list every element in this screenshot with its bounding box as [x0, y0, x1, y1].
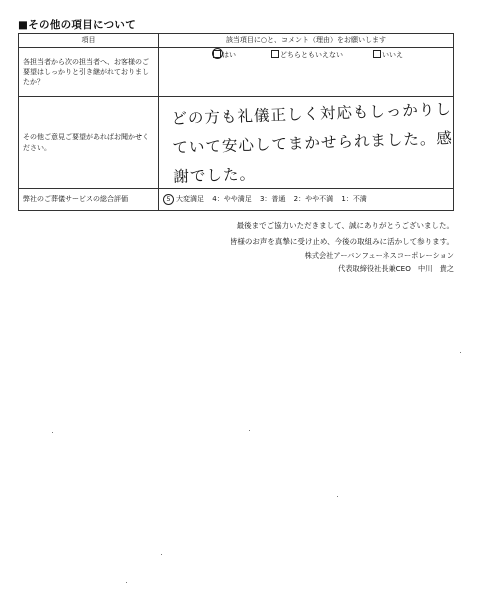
answer-overall-rating: [159, 189, 454, 211]
rating-2-label: やや不満: [305, 195, 334, 203]
rating-5-label: 大変満足: [176, 195, 204, 203]
option-no[interactable]: [373, 50, 403, 60]
question-handover: 各担当者から次の担当者へ、お客様のご要望はしっかりと引き継がれておりましたか？: [19, 48, 159, 97]
rating-1-number: 1: [341, 195, 346, 203]
scan-speck: [460, 352, 461, 353]
rating-2-number: 2: [293, 195, 299, 203]
closing-line-1: 最後までご協力いただきまして、誠にありがとうございました。: [236, 221, 454, 230]
rating-4-number: 4: [212, 195, 217, 203]
question-overall-rating: 弊社のご葬儀サービスの総合評価: [19, 189, 159, 211]
scan-speck: [337, 496, 338, 497]
handwritten-comment: どの方も礼儀正しく対応もしっかりしていて安心してまかせられました。感謝でした。: [171, 100, 454, 186]
scan-speck: [52, 432, 53, 433]
closing-message: [230, 218, 454, 250]
rating-4[interactable]: 4：やや満足: [212, 195, 252, 203]
header-item: 項目: [19, 34, 159, 48]
table-row: [19, 48, 454, 97]
table-header-row: [19, 34, 454, 48]
survey-table: [18, 33, 454, 211]
rating-5[interactable]: [163, 195, 204, 203]
checkbox-icon: [373, 50, 381, 58]
question-feedback: その他ご意見ご要望があればお聞かせください。: [19, 97, 159, 189]
scan-speck: [161, 554, 162, 555]
representative-name: 代表取締役社長兼CEO 中川 貴之: [338, 264, 454, 273]
rating-1-label: 不満: [352, 195, 367, 203]
table-row: [19, 189, 454, 211]
option-no-label: いいえ: [382, 51, 403, 59]
rating-3-label: 普通: [271, 195, 286, 203]
option-neutral[interactable]: [271, 50, 343, 60]
checkbox-icon: [213, 50, 221, 58]
table-row: [19, 97, 454, 189]
rating-3-number: 3: [259, 195, 265, 203]
rating-5-number: 5: [163, 194, 174, 205]
rating-3[interactable]: 3：普通: [259, 195, 286, 203]
rating-4-label: やや満足: [223, 195, 252, 203]
checkbox-icon: [271, 50, 279, 58]
option-yes-label: はい: [222, 51, 236, 59]
header-answer: 該当項目に○と、コメント（理由）をお願いします: [159, 34, 454, 48]
rating-2[interactable]: 2：やや不満: [293, 195, 334, 203]
company-name: 株式会社アーバンフューネスコーポレーション: [304, 251, 454, 260]
option-yes[interactable]: [213, 50, 236, 60]
company-signature: [305, 249, 454, 275]
section-title: ■その他の項目について: [18, 19, 137, 31]
scan-speck: [249, 430, 250, 431]
closing-line-2: 皆様のお声を真摯に受け止め、今後の取組みに活かして参ります。: [229, 237, 454, 246]
answer-handover: [159, 48, 454, 97]
option-neutral-label: どちらともいえない: [280, 51, 343, 59]
answer-feedback: [159, 97, 454, 189]
scan-speck: [126, 582, 127, 583]
rating-1[interactable]: 1：不満: [341, 195, 367, 203]
